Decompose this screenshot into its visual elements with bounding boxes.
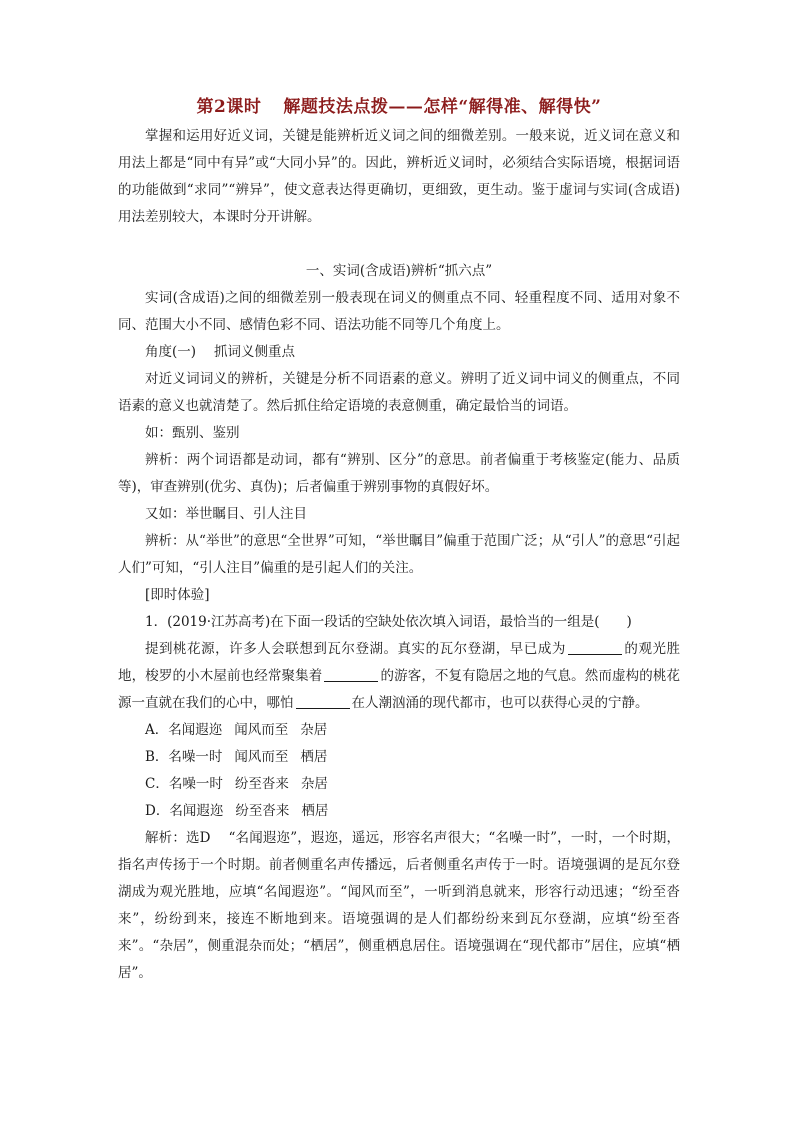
example-1: 如：甄别、鉴别 [145,425,240,441]
option-word: 杂居 [300,776,328,792]
blank-1 [568,640,622,655]
document-page [118,92,680,987]
question-passage [118,636,680,717]
example-2: 又如：举世瞩目、引人注目 [145,506,307,522]
option-c [118,771,680,798]
option-letter: D． [145,803,170,819]
blank-3 [296,694,350,709]
lesson-subtitle: 解题技法点拨——怎样“解得准、解得快” [283,97,602,117]
option-word: 栖居 [301,803,329,819]
angle-heading [118,339,680,366]
section-heading: 一、实词(含成语)辨析“抓六点” [305,263,493,279]
option-a [118,717,680,744]
option-word: 栖居 [300,749,328,765]
angle-paragraph: 对近义词词义的辨析，关键是分析不同语素的意义。辨明了近义词中词义的侧重点，不同语素的意义也就清楚了。然后抓住给定语境的表意侧重，确定最恰当的词语。 [118,371,680,414]
option-word: 名噪一时 [168,776,223,792]
section-intro-paragraph: 实词(含成语)之间的细微差别一般表现在词义的侧重点不同、轻重程度不同、适用对象不同、范围大小不同、感情色彩不同、语法功能不同等几个角度上。 [118,290,680,333]
option-word: 闻风而至 [234,722,289,738]
lesson-number: 第2课时 [196,97,262,117]
practice-label: [即时体验] [145,587,210,603]
option-letter: C． [145,776,169,792]
option-letter: B． [145,749,169,765]
option-word: 名闻遐迩 [168,722,223,738]
question-text: 1．(2019·江苏高考)在下面一段话的空缺处依次填入词语，最恰当的一组是( ) [145,614,632,630]
answer-analysis [118,825,680,987]
blank-2 [324,667,378,682]
option-word: 杂居 [300,722,328,738]
answer-label: 解析：选D [145,830,211,846]
passage-part-3: 的游客，不复有隐居之地的气息。然而虚构的桃花源一直就在我们的心中，哪怕 [118,668,681,711]
option-b [118,744,680,771]
intro-paragraph: 掌握和运用好近义词，关键是能辨析近义词之间的细微差别。一般来说，近义词在意义和用法上都是“同中有异”或“大同小异”的。因此，辨析近义词时，必须结合实际语境，根据词语的功能做到“求同”“辨异”，使文意表达得更确切，更细致，更生动。鉴于虚词与实词(含成语)用法差别较大，本课时分开讲解。 [118,128,680,225]
angle-label: 角度(一) [145,344,197,360]
option-word: 纷至沓来 [234,776,289,792]
option-word: 名闻遐迩 [169,803,224,819]
passage-part-4: 在人潮汹涌的现代都市，也可以获得心灵的宁静。 [351,695,649,711]
option-d [118,798,680,825]
example-2-analysis: 辨析：从“举世”的意思“全世界”可知，“举世瞩目”偏重于范围广泛；从“引人”的意思“引起人们”可知，“引人注目”偏重的是引起人们的关注。 [118,533,680,576]
example-1-analysis: 辨析：两个词语都是动词，都有“辨别、区分”的意思。前者偏重于考核鉴定(能力、品质等)，审查辨别(优劣、真伪)；后者偏重于辨别事物的真假好坏。 [118,452,680,495]
passage-part-2: 的观光胜地，梭罗的小木屋前也经常聚集着 [118,641,681,684]
option-word: 名噪一时 [168,749,223,765]
answer-text: “名闻遐迩”，遐迩，遥远，形容名声很大；“名噪一时”，一时，一个时期，指名声传扬于一个时期。前者侧重名声传播远，后者侧重名声传于一时。语境强调的是瓦尔登湖成为观光胜地，应填“名闻遐迩”。“闻风而至”，一听到消息就来，形容行动迅速；“纷至沓来”，纷纷到来，接连不断地到来。语境强调的是人们都纷纷来到瓦尔登湖，应填“纷至沓来”。“杂居”，侧重混杂而处；“栖居”，侧重栖息居住。语境强调在“现代都市”居住，应填“栖居”。 [118,830,680,981]
angle-title: 抓词义侧重点 [214,344,296,360]
passage-part-1: 提到桃花源，许多人会联想到瓦尔登湖。真实的瓦尔登湖，早已成为 [145,641,566,657]
option-word: 纷至沓来 [235,803,290,819]
lesson-title [118,92,680,117]
option-word: 闻风而至 [234,749,289,765]
option-letter: A． [145,722,169,738]
